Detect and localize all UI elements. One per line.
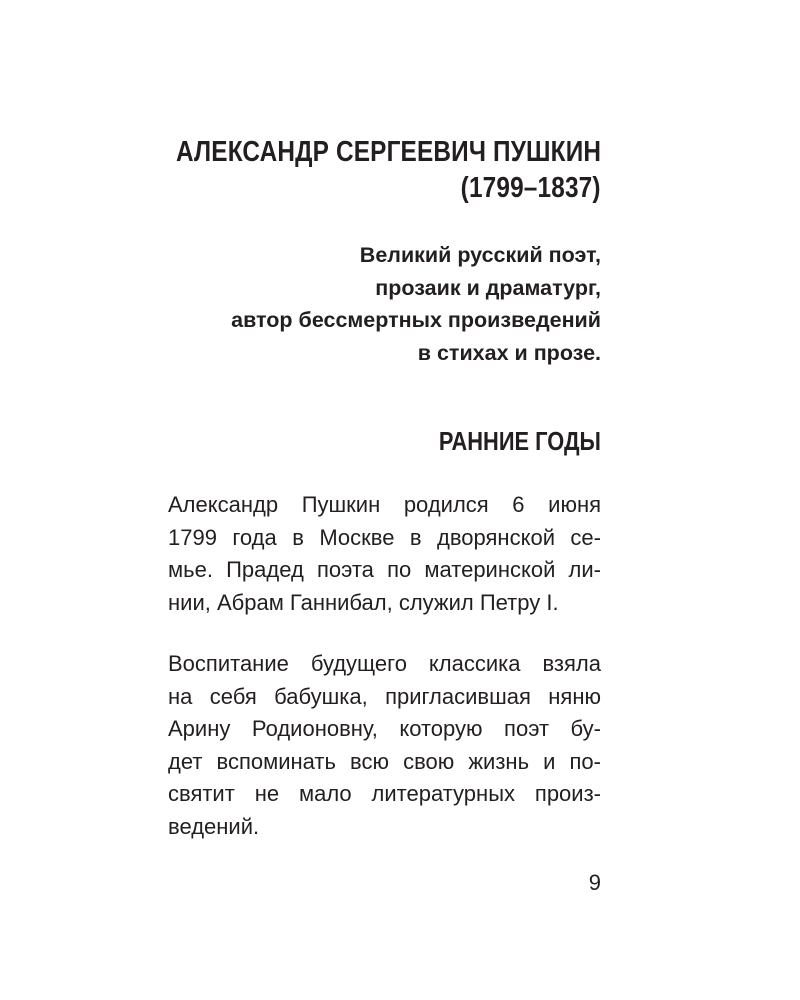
page-number: 9 bbox=[588, 870, 601, 895]
body-paragraph-2 bbox=[168, 648, 601, 843]
book-page bbox=[168, 0, 601, 1000]
body-paragraph-1 bbox=[168, 489, 601, 619]
author-name-heading: АЛЕКСАНДР СЕРГЕЕВИЧ ПУШКИН bbox=[175, 136, 601, 168]
paragraph-line: Александр Пушкин родился 6 июня bbox=[168, 492, 601, 517]
author-description-line: Великий русский поэт, bbox=[359, 243, 601, 267]
paragraph-line: ведений. bbox=[168, 813, 260, 839]
paragraph-line: Воспитание будущего классика взяла bbox=[168, 651, 601, 676]
paragraph-line: мье. Прадед поэта по материнской ли- bbox=[168, 557, 601, 582]
author-description-line: прозаик и драматург, bbox=[375, 275, 601, 300]
paragraph-line: на себя бабушка, пригласившая няню bbox=[168, 683, 601, 709]
author-description-line: в стихах и прозе. bbox=[417, 340, 601, 365]
author-description bbox=[231, 239, 601, 369]
section-heading: РАННИЕ ГОДЫ bbox=[438, 426, 601, 456]
author-description-line: автор бессмертных произведений bbox=[231, 308, 601, 332]
paragraph-line: дет вспоминать всю свою жизнь и по- bbox=[168, 748, 601, 774]
paragraph-line: Арину Родионовну, которую поэт бу- bbox=[168, 716, 601, 741]
paragraph-line: святит не мало литературных произ- bbox=[168, 781, 601, 806]
paragraph-line: 1799 года в Москве в дворянской се- bbox=[168, 524, 601, 550]
paragraph-line: нии, Абрам Ганнибал, служил Петру I. bbox=[168, 589, 559, 615]
author-life-years: (1799–1837) bbox=[460, 172, 601, 204]
